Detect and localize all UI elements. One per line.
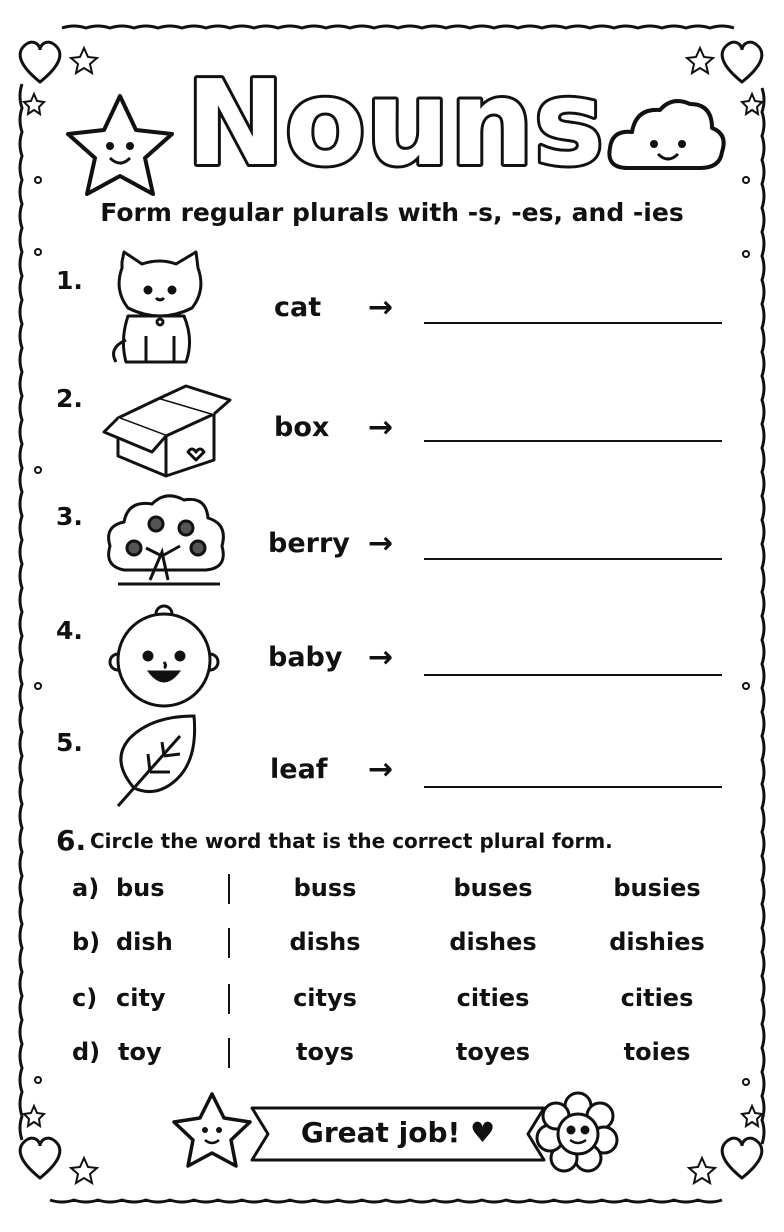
arrow-icon: → [368,290,394,325]
option[interactable]: buses [453,874,533,902]
row-word: toy [118,1038,162,1066]
answer-line[interactable] [424,674,722,676]
item-word: leaf [270,754,328,785]
option[interactable]: cities [620,984,694,1012]
berry-bush-icon [109,496,224,584]
option[interactable]: dishs [289,928,361,956]
smiling-flower-icon [537,1093,617,1171]
row-label: c) [72,984,98,1012]
box-icon [104,386,230,476]
small-star-icon [24,1106,44,1126]
baby-icon [110,606,218,706]
smiling-star-icon-footer [174,1094,250,1166]
item-number: 4. [56,616,83,645]
option[interactable]: toyes [455,1038,531,1066]
row-word: dish [116,928,173,956]
small-star-icon [742,94,762,114]
small-star-icon [687,48,713,73]
answer-line[interactable] [424,440,722,442]
arrow-icon: → [368,640,394,675]
row-label: a) [72,874,100,902]
smiling-cloud-icon [609,101,723,168]
instructions-subtitle: Form regular plurals with -s, -es, and -ies [100,198,684,227]
separator [228,928,230,958]
separator [228,874,230,904]
option[interactable]: dishes [449,928,537,956]
title-text: Nouns [185,60,605,190]
item-word: berry [268,528,350,559]
item-number: 2. [56,384,83,413]
answer-line[interactable] [424,558,722,560]
option[interactable]: toys [296,1038,354,1066]
arrow-icon: → [368,526,394,561]
small-star-icon [71,48,97,73]
heart-icon-top-right [722,42,762,82]
small-star-icon [24,94,44,114]
heart-icon-top-left [20,42,60,82]
item-number: 3. [56,502,83,531]
option[interactable]: buss [293,874,357,902]
answer-line[interactable] [424,322,722,324]
great-job-text: Great job! ♥ [300,1116,496,1149]
option[interactable]: busies [613,874,701,902]
option[interactable]: cities [456,984,530,1012]
item-number: 1. [56,266,83,295]
item-number: 5. [56,728,83,757]
small-star-icon [742,1106,762,1126]
cat-icon [114,252,201,362]
arrow-icon: → [368,752,394,787]
separator [228,1038,230,1068]
question-6-number: 6. [56,824,87,857]
heart-icon-bottom-right [722,1138,762,1178]
option[interactable]: dishies [609,928,705,956]
answer-line[interactable] [424,786,722,788]
row-label: d) [72,1038,101,1066]
row-label: b) [72,928,101,956]
arrow-icon: → [368,410,394,445]
page-title [180,60,610,190]
item-word: box [274,412,330,443]
option[interactable]: toies [623,1038,691,1066]
item-word: cat [274,292,322,323]
separator [228,984,230,1014]
question-6-prompt: Circle the word that is the correct plural form. [90,829,613,853]
row-word: bus [116,874,165,902]
option[interactable]: citys [293,984,357,1012]
smiling-star-icon [68,96,172,194]
small-star-icon [689,1158,715,1183]
heart-icon-bottom-left [20,1138,60,1178]
small-star-icon [71,1158,97,1183]
item-word: baby [268,642,343,673]
leaf-icon [118,716,195,806]
row-word: city [116,984,166,1012]
